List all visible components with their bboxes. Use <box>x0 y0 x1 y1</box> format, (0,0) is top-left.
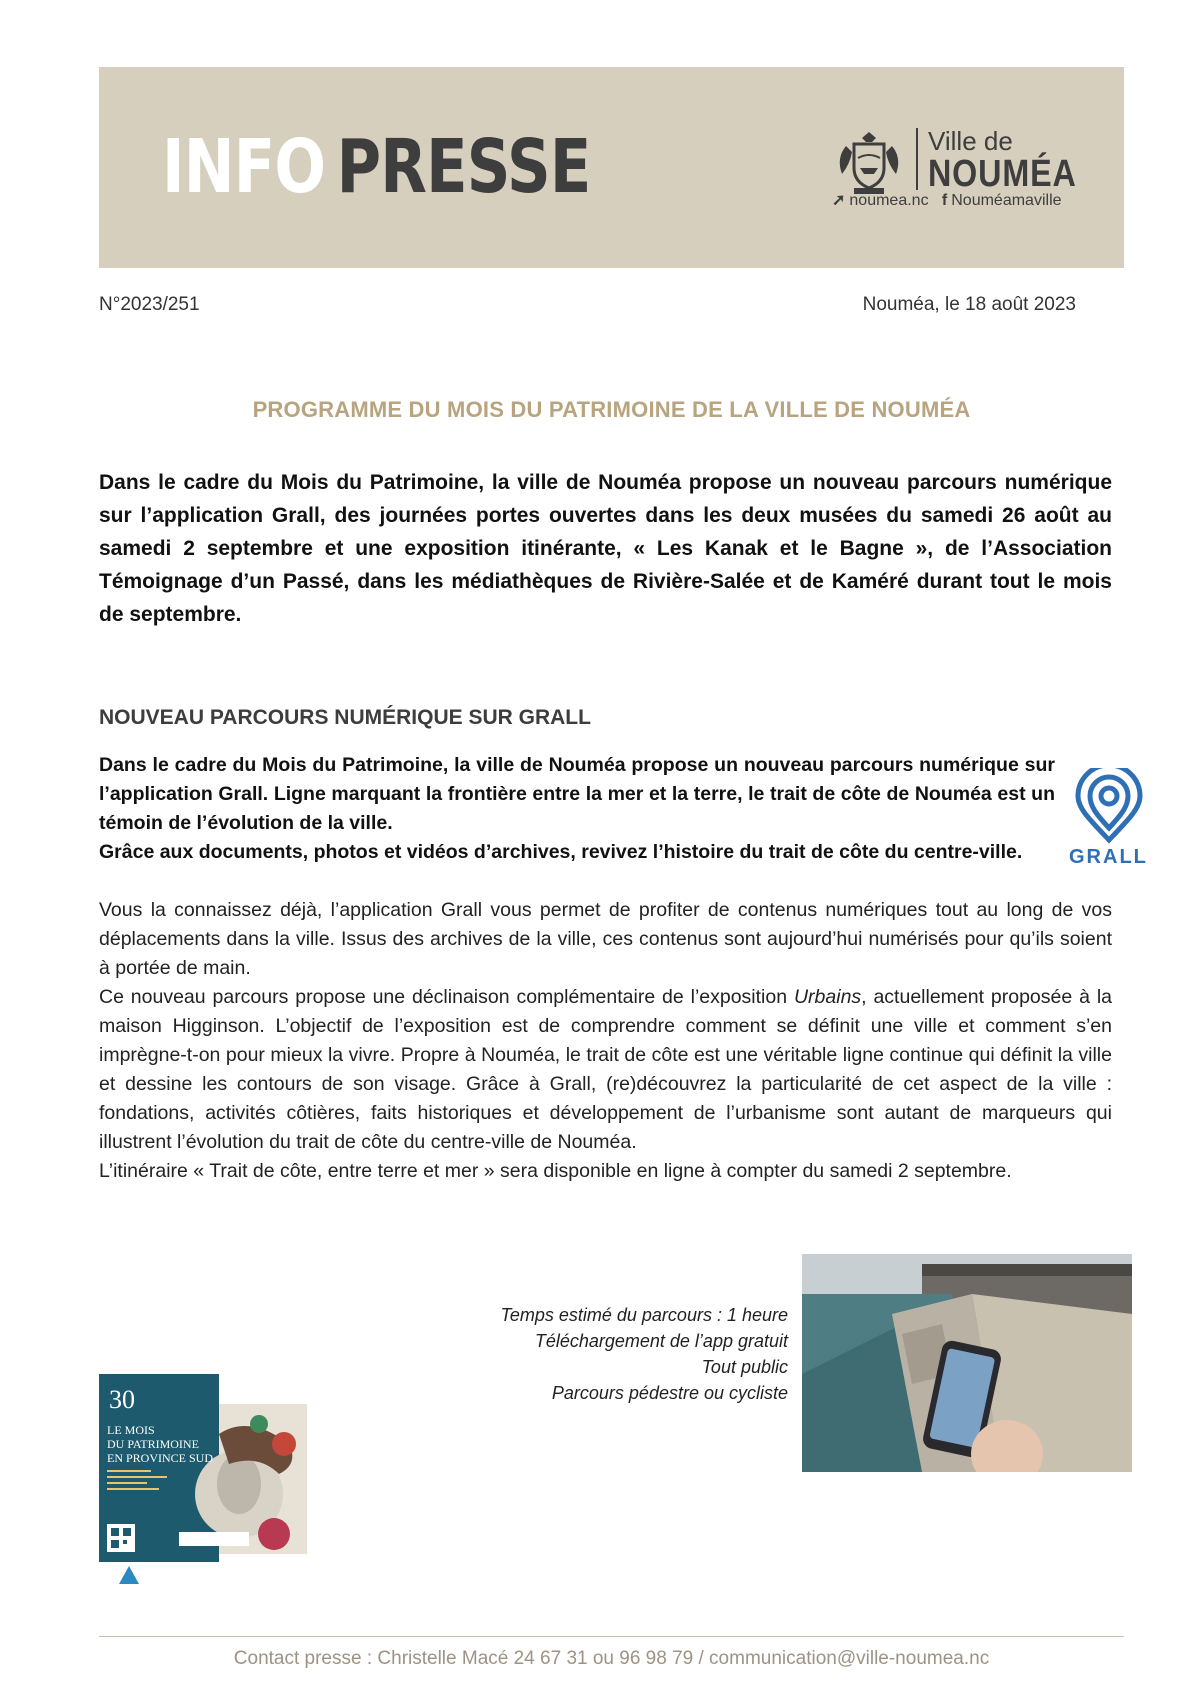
facebook-link[interactable]: Nouméamaville <box>951 192 1062 209</box>
press-release-date: Nouméa, le 18 août 2023 <box>862 294 1076 315</box>
detail-audience: Tout public <box>701 1357 788 1377</box>
poster-line-2: DU PATRIMOINE <box>107 1437 199 1451</box>
section-title: NOUVEAU PARCOURS NUMÉRIQUE SUR GRALL <box>99 706 591 729</box>
lead-paragraph-1: Dans le cadre du Mois du Patrimoine, la ville de Nouméa propose un nouveau parcours numérique sur l’application Grall. Ligne marquant la frontière entre la mer et la terre, le trait de côte de Nouméa est un témoin de l’évolution de la ville. <box>99 754 1055 834</box>
press-contact: Contact presse : Christelle Macé 24 67 31 ou 96 98 79 / communication@ville-noumea.nc <box>233 1648 990 1669</box>
poster-line-3: EN PROVINCE SUD <box>107 1451 214 1465</box>
section-lead <box>99 751 1055 867</box>
detail-download: Téléchargement de l’app gratuit <box>534 1331 788 1351</box>
grall-logo-label: GRALL <box>1069 846 1148 868</box>
detail-mode: Parcours pédestre ou cycliste <box>551 1383 788 1403</box>
page-title: PROGRAMME DU MOIS DU PATRIMOINE DE LA VILLE DE NOUMÉA <box>252 397 971 422</box>
web-arrow-icon: ➚ <box>832 192 846 209</box>
exhibition-name: Urbains <box>793 986 862 1008</box>
facebook-icon: f <box>941 192 948 209</box>
body-paragraph-2-end: , actuellement proposée à la maison Higginson. L’objectif de l’exposition est de comprendre comment se définit une ville et comment s’en imprègne-t-on pour mieux la vivre. Propre à Nouméa, le trait de côte est une véritable ligne continue qui définit la ville et dessine les contours de son visage. Grâce à Grall, (re)découvrez la particularité de cet aspect de la ville : fondations, activités côtières, faits historiques et développement de l’urbanisme sont autant de marqueurs qui illustrent l’évolution du trait de côte du centre-ville de Nouméa. <box>99 986 1112 1153</box>
lead-paragraph-2: Grâce aux documents, photos et vidéos d’archives, revivez l’histoire du trait de côte du centre-ville. <box>99 841 1023 863</box>
poster-line-1: LE MOIS <box>107 1423 155 1437</box>
body-paragraph-1: Vous la connaissez déjà, l’application Grall vous permet de profiter de contenus numériques tout au long de vos déplacements dans la ville. Issus des archives de la ville, ces contenus sont aujourd’hui numérisés pour qu’ils soient à portée de main. <box>99 899 1112 979</box>
body-paragraph-2-start: Ce nouveau parcours propose une déclinaison complémentaire de l’exposition <box>99 986 794 1008</box>
press-release-number: N°2023/251 <box>99 294 200 315</box>
logo-noumea: NOUMÉA <box>928 153 1077 195</box>
footer-divider <box>99 1636 1124 1637</box>
brand-word-info: INFO <box>162 124 326 210</box>
brand-word-presse: PRESSE <box>336 124 591 210</box>
body-paragraph-3: L’itinéraire « Trait de côte, entre terre et mer » sera disponible en ligne à compter du samedi 2 septembre. <box>99 1160 1012 1182</box>
route-details <box>501 1302 788 1406</box>
phone-app-photo <box>802 1254 1132 1472</box>
info-presse-wordmark <box>162 122 590 212</box>
website-link[interactable]: noumea.nc <box>849 192 929 209</box>
logo-ville-de: Ville de <box>928 126 1013 156</box>
body-paragraph-2 <box>99 983 1112 1157</box>
section-body <box>99 896 1112 1186</box>
heritage-month-poster <box>99 1374 307 1592</box>
intro-paragraph: Dans le cadre du Mois du Patrimoine, la ville de Nouméa propose un nouveau parcours numérique sur l’application Grall, des journées portes ouvertes dans les deux musées du samedi 26 août au samedi 2 septembre et une exposition itinérante, « Les Kanak et le Bagne », de l’Association Témoignage d’un Passé, dans les médiathèques de Rivière-Salée et de Kaméré durant tout le mois de septembre. <box>99 471 1112 626</box>
detail-duration: Temps estimé du parcours : 1 heure <box>500 1305 788 1325</box>
poster-number: 30 <box>109 1385 135 1414</box>
social-links <box>832 191 1062 211</box>
logo-separator <box>916 128 918 190</box>
city-crest-icon <box>832 128 906 198</box>
